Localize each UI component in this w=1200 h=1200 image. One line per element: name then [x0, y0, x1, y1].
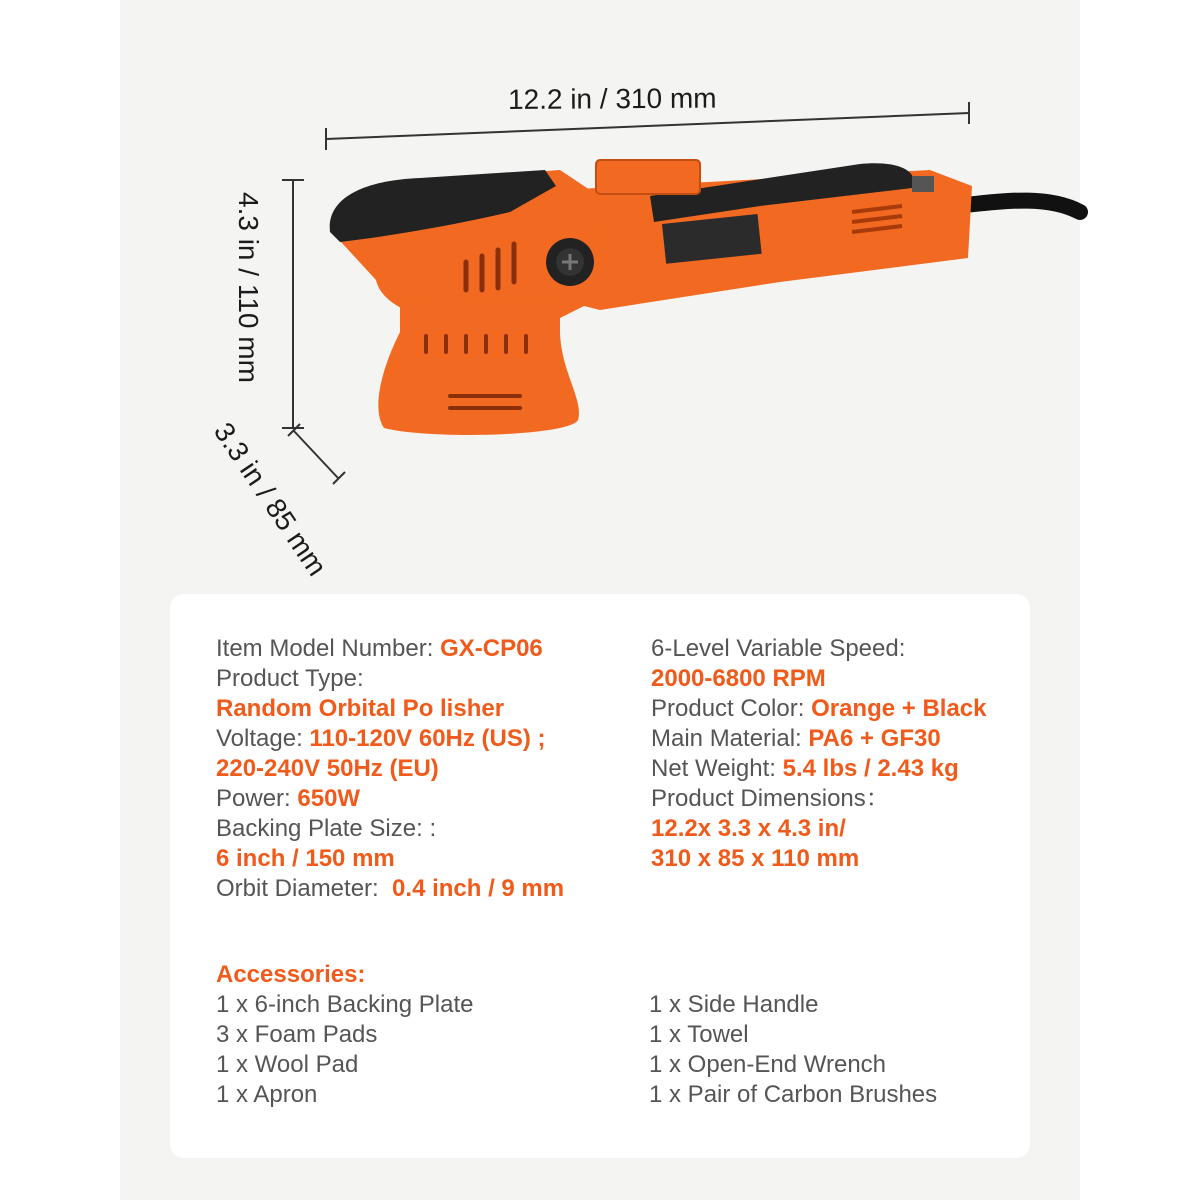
length-dimension-label: 12.2 in / 310 mm — [507, 82, 717, 115]
accessories-title: Accessories: — [216, 961, 366, 988]
color-value: Orange + Black — [811, 695, 987, 722]
color-label: Product Color: — [651, 695, 812, 722]
speed-dial — [912, 176, 934, 192]
orbit-label: Orbit Diameter: — [216, 875, 393, 902]
model-label: Item Model Number: — [216, 635, 441, 662]
dimensions-value-mm: 310 x 85 x 110 mm — [651, 845, 860, 872]
power-cord — [965, 201, 1080, 212]
height-dimension-label: 4.3 in / 110 mm — [233, 192, 264, 383]
accessory-item: 1 x Pair of Carbon Brushes — [649, 1081, 938, 1108]
height-dimension-line — [282, 180, 304, 428]
voltage-label: Voltage: — [216, 725, 310, 752]
power-label: Power: — [216, 785, 298, 812]
speed-label: 6-Level Variable Speed: — [651, 635, 906, 662]
dimensions-value-in: 12.2x 3.3 x 4.3 in/ — [651, 815, 846, 842]
spec-column-right — [651, 634, 1031, 874]
type-label: Product Type: — [216, 665, 364, 692]
accessory-item: 1 x Wool Pad — [216, 1051, 359, 1078]
accessory-item: 1 x Apron — [216, 1081, 318, 1108]
speed-value: 2000-6800 RPM — [651, 665, 826, 692]
dimensions-label: Product Dimensions： — [651, 785, 890, 812]
material-value: PA6 + GF30 — [808, 725, 941, 752]
power-row — [216, 784, 616, 814]
material-row — [651, 724, 1031, 754]
spec-column-left — [216, 634, 616, 904]
model-value: GX-CP06 — [440, 635, 543, 662]
accessory-item: 1 x Towel — [649, 1021, 749, 1048]
orbit-value: 0.4 inch / 9 mm — [392, 875, 565, 902]
accessory-item: 3 x Foam Pads — [216, 1021, 378, 1048]
spec-card — [170, 594, 1030, 1158]
width-dimension-line — [288, 424, 345, 484]
switch-block — [596, 160, 700, 194]
material-label: Main Material: — [651, 725, 809, 752]
color-row — [651, 694, 1031, 724]
voltage-row — [216, 724, 616, 754]
weight-row — [651, 754, 1031, 784]
voltage-value-eu: 220-240V 50Hz (EU) — [216, 755, 439, 782]
accessory-item: 1 x Side Handle — [649, 991, 819, 1018]
accessories-list-left — [216, 990, 473, 1110]
backing-label: Backing Plate Size: : — [216, 815, 437, 842]
weight-value: 5.4 lbs / 2.43 kg — [782, 755, 959, 782]
width-dimension-label: 3.3 in / 85 mm — [207, 416, 333, 582]
voltage-value-us: 110-120V 60Hz (US) ; — [309, 725, 546, 752]
orbit-row — [216, 874, 616, 904]
pad-housing — [378, 296, 579, 435]
weight-label: Net Weight: — [651, 755, 783, 782]
power-value: 650W — [297, 785, 361, 812]
type-value: Random Orbital Po lisher — [216, 695, 505, 722]
accessories-list-right — [649, 990, 937, 1110]
accessory-item: 1 x Open-End Wrench — [649, 1051, 887, 1078]
accessory-item: 1 x 6-inch Backing Plate — [216, 991, 474, 1018]
model-row — [216, 634, 616, 664]
backing-value: 6 inch / 150 mm — [216, 845, 395, 872]
